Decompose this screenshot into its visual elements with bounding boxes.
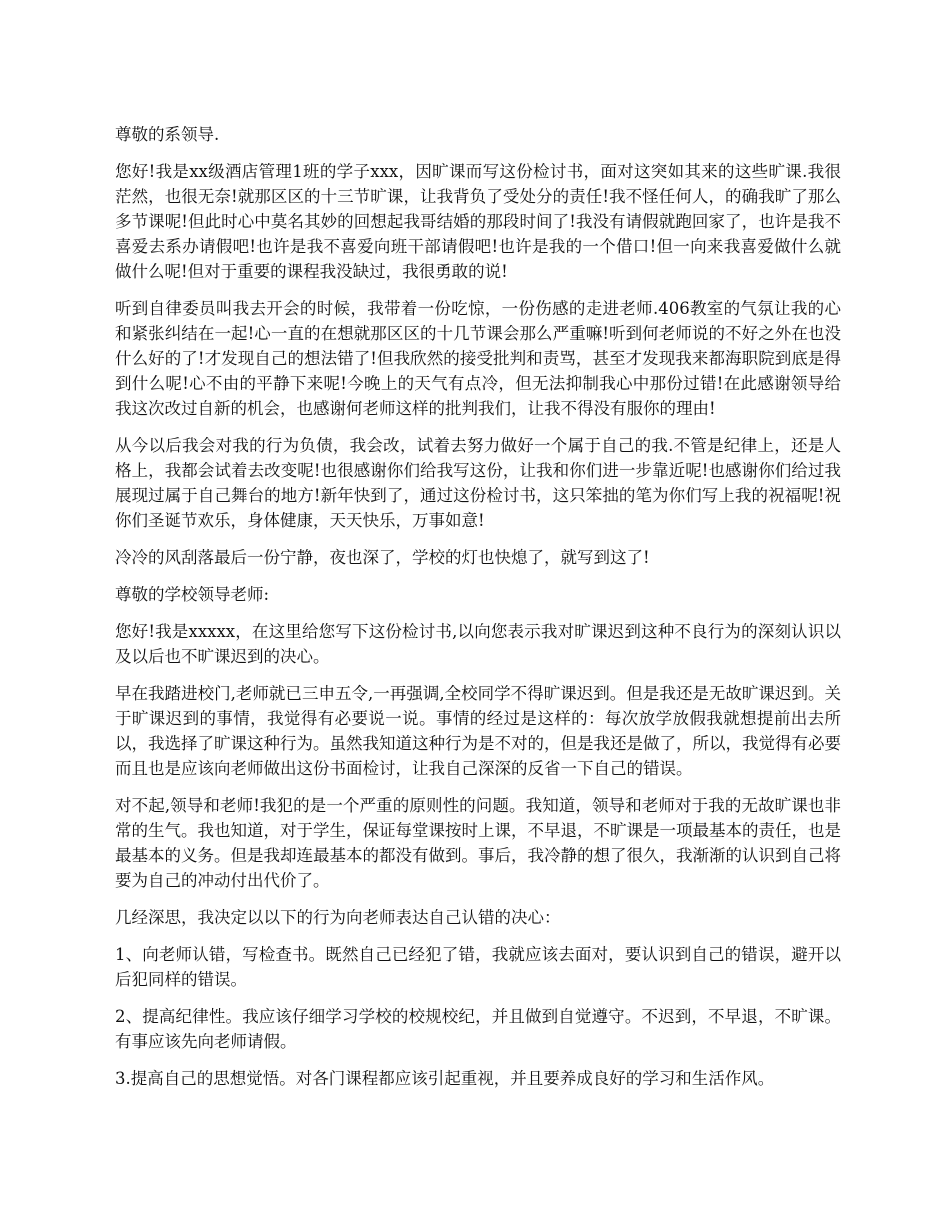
list-item-1: 1、向老师认错，写检查书。既然自己已经犯了错，我就应该去面对，要认识到自己的错误，避开以后犯同样的错误。 bbox=[115, 945, 841, 989]
paragraph-meeting: 听到自律委员叫我去开会的时候，我带着一份吃惊，一份伤感的走进老师.406教室的气氛让我的心和紧张纠结在一起!心一直的在想就那区区的十几节课会那么严重嘛!听到何老师说的不好之外在也没什么好的了!才发现自己的想法错了!但我欣然的接受批判和责骂，甚至才发现我来都海职院到底是得到什么呢!心不由的平静下来呢!今晚上的天气有点冷，但无法抑制我心中那份过错!在此感谢领导给我这次改过自新的机会，也感谢何老师这样的批判我们，让我不得没有服你的理由! bbox=[115, 299, 841, 418]
document-body bbox=[115, 122, 841, 1103]
salutation-department: 尊敬的系领导. bbox=[115, 125, 220, 144]
paragraph-closing: 冷冷的风刮落最后一份宁静，夜也深了，学校的灯也快熄了，就写到这了! bbox=[115, 548, 650, 567]
paragraph-resolution: 几经深思，我决定以以下的行为向老师表达自己认错的决心： bbox=[115, 908, 561, 927]
paragraph-promise: 从今以后我会对我的行为负债，我会改，试着去努力做好一个属于自己的我.不管是纪律上，还是人格上，我都会试着去改变呢!也很感谢你们给我写这份，让我和你们进一步靠近呢!也感谢你们给过我展现过属于自己舞台的地方!新年快到了，通过这份检讨书，这只笨拙的笔为你们写上我的祝福呢!祝你们圣诞节欢乐，身体健康，天天快乐，万事如意! bbox=[115, 436, 841, 530]
paragraph-apology: 对不起,领导和老师!我犯的是一个严重的原则性的问题。我知道，领导和老师对于我的无故旷课也非常的生气。我也知道，对于学生，保证每堂课按时上课，不早退，不旷课是一项最基本的责任，也是最基本的义务。但是我却连最基本的都没有做到。事后，我冷静的想了很久，我渐渐的认识到自己将要为自己的冲动付出代价了。 bbox=[115, 796, 841, 890]
list-item-2: 2、提高纪律性。我应该仔细学习学校的校规校纪，并且做到自觉遵守。不迟到，不早退，不旷课。有事应该先向老师请假。 bbox=[115, 1007, 841, 1051]
paragraph-intro: 您好!我是xx级酒店管理1班的学子xxx，因旷课而写这份检讨书，面对这突如其来的这些旷课.我很茫然，也很无奈!就那区区的十三节旷课，让我背负了受处分的责任!我不怪任何人，的确我旷了那么多节课呢!但此时心中莫名其妙的回想起我哥结婚的那段时间了!我没有请假就跑回家了，也许是我不喜爱去系办请假吧!也许是我不喜爱向班干部请假吧!也许是我的一个借口!但一向来我喜爱做什么就做什么呢!但对于重要的课程我没缺过，我很勇敢的说! bbox=[115, 162, 841, 281]
salutation-school: 尊敬的学校领导老师: bbox=[115, 585, 270, 604]
paragraph-greeting: 您好!我是xxxxx，在这里给您写下这份检讨书,以向您表示我对旷课迟到这种不良行为的深刻认识以及以后也不旷课迟到的决心。 bbox=[115, 622, 841, 666]
list-item-3: 3.提高自己的思想觉悟。对各门课程都应该引起重视，并且要养成良好的学习和生活作风。 bbox=[115, 1069, 775, 1088]
paragraph-incident: 早在我踏进校门,老师就已三申五令,一再强调,全校同学不得旷课迟到。但是我还是无故旷课迟到。关于旷课迟到的事情，我觉得有必要说一说。事情的经过是这样的：每次放学放假我就想提前出去所以，我选择了旷课这种行为。虽然我知道这种行为是不对的，但是我还是做了，所以，我觉得有必要而且也是应该向老师做出这份书面检讨，让我自己深深的反省一下自己的错误。 bbox=[115, 684, 841, 778]
